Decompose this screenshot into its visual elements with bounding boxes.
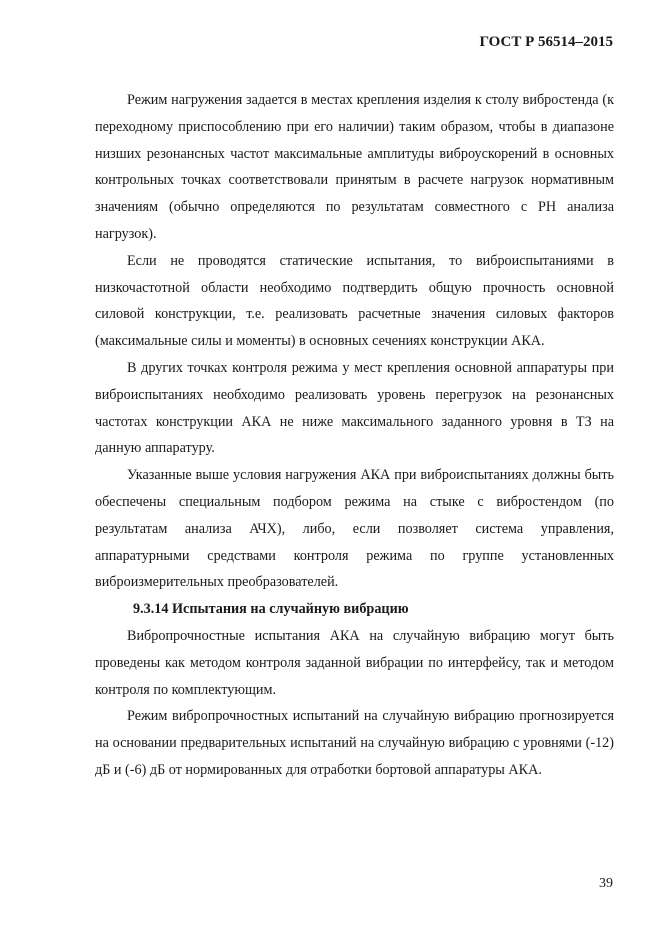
- paragraph: Режим нагружения задается в местах крепления изделия к столу вибростенда (к переходному приспособлению при его наличии) таким образом, чтобы в диапазоне низших резонансных частот максимальные амплитуды виброускорений в основных контрольных точках соответствовали принятым в расчете нагрузок нормативным значениям (обычно определяются по результатам совместного с РН анализа нагрузок).: [95, 92, 614, 242]
- section-heading: 9.3.14 Испытания на случайную вибрацию: [133, 601, 409, 618]
- paragraph: Вибропрочностные испытания АКА на случайную вибрацию могут быть проведены как методом контроля заданной вибрации по интерфейсу, так и методом контроля по комплектующим.: [95, 627, 614, 698]
- page-number: 39: [599, 876, 613, 891]
- paragraph: Указанные выше условия нагружения АКА при виброиспытаниях должны быть обеспечены специальным подбором режима на стыке с вибростендом (по результатам анализа АЧХ), либо, если позволяет система управления, аппаратурными средствами контроля режима по группе установленных виброизмерительных преобразователей.: [95, 467, 614, 591]
- document-body: [95, 87, 614, 784]
- paragraph: Если не проводятся статические испытания, то виброиспытаниями в низкочастотной области необходимо подтвердить общую прочность основной силовой конструкции, т.е. реализовать расчетные значения силовых факторов (максимальные силы и моменты) в основных сечениях конструкции АКА.: [95, 252, 614, 350]
- paragraph: Режим вибропрочностных испытаний на случайную вибрацию прогнозируется на основании предварительных испытаний на случайную вибрацию с уровнями (-12) дБ и (-6) дБ от нормированных для отработки бортовой аппаратуры АКА.: [95, 708, 614, 778]
- paragraph: В других точках контроля режима у мест крепления основной аппаратуры при виброиспытаниях необходимо реализовать уровень перегрузок на резонансных частотах конструкции АКА не ниже максимального заданного уровня в ТЗ на данную аппаратуру.: [95, 359, 614, 457]
- page-header: ГОСТ Р 56514–2015: [479, 34, 613, 50]
